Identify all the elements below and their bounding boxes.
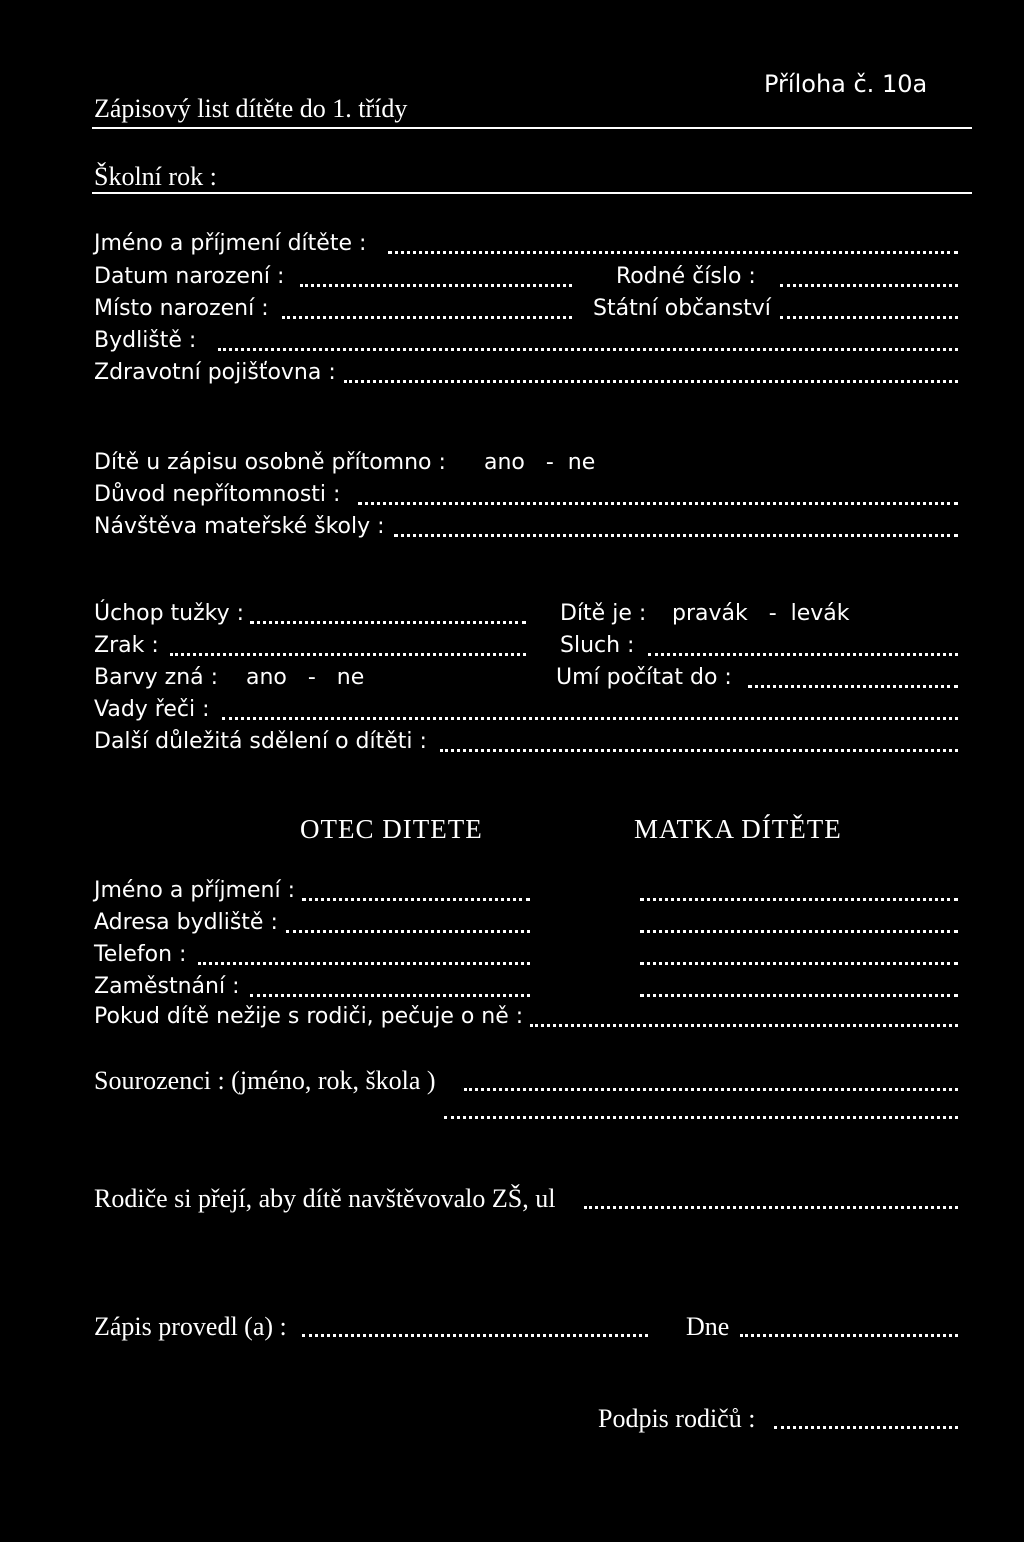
other-info-field[interactable]	[440, 749, 958, 752]
insurance-field[interactable]	[344, 380, 958, 383]
birth-date-field[interactable]	[300, 284, 572, 287]
birth-number-label: Rodné číslo :	[616, 264, 756, 289]
siblings-field-1[interactable]	[464, 1088, 958, 1091]
parent-employment-label: Zaměstnání :	[94, 974, 240, 999]
colors-options[interactable]: ano - ne	[246, 665, 365, 690]
residence-label: Bydliště :	[94, 328, 197, 353]
vision-field[interactable]	[170, 653, 526, 656]
handedness-options[interactable]: pravák - levák	[672, 601, 850, 626]
present-options[interactable]: ano - ne	[484, 450, 596, 475]
citizenship-field[interactable]	[780, 316, 958, 319]
birth-date-label: Datum narození :	[94, 264, 285, 289]
siblings-field-2[interactable]	[444, 1116, 958, 1119]
header-rule	[92, 127, 972, 129]
citizenship-label: Státní občanství	[593, 296, 771, 321]
kindergarten-field[interactable]	[394, 534, 958, 537]
date-field[interactable]	[740, 1334, 958, 1337]
mother-heading: MATKA DÍTĚTE	[634, 814, 842, 844]
school-wish-field[interactable]	[584, 1206, 958, 1209]
recorded-by-label: Zápis provedl (a) :	[94, 1312, 287, 1341]
kindergarten-label: Návštěva mateřské školy :	[94, 514, 385, 539]
child-name-label: Jméno a příjmení dítěte :	[94, 231, 367, 256]
mother-address-field[interactable]	[640, 930, 958, 933]
residence-field[interactable]	[218, 348, 958, 351]
hearing-label: Sluch :	[560, 633, 635, 658]
appendix-label: Příloha č. 10a	[764, 70, 928, 98]
birth-place-label: Místo narození :	[94, 296, 269, 321]
birth-place-field[interactable]	[282, 316, 572, 319]
recorded-by-field[interactable]	[302, 1334, 648, 1337]
school-year-rule	[92, 192, 972, 194]
parent-name-label: Jméno a příjmení :	[94, 878, 295, 903]
father-address-field[interactable]	[286, 930, 530, 933]
counting-field[interactable]	[748, 685, 958, 688]
pencil-grip-label: Úchop tužky :	[94, 601, 245, 626]
parent-address-label: Adresa bydliště :	[94, 910, 278, 935]
father-employment-field[interactable]	[250, 994, 530, 997]
father-phone-field[interactable]	[198, 962, 530, 965]
form-title: Zápisový list dítěte do 1. třídy	[94, 94, 408, 123]
parent-phone-label: Telefon :	[94, 942, 187, 967]
speech-field[interactable]	[222, 717, 958, 720]
pencil-grip-field[interactable]	[250, 621, 526, 624]
handedness-label: Dítě je :	[560, 601, 647, 626]
father-heading: OTEC DITETE	[300, 814, 483, 844]
colors-label: Barvy zná :	[94, 665, 219, 690]
father-name-field[interactable]	[302, 898, 530, 901]
insurance-label: Zdravotní pojišťovna :	[94, 360, 336, 385]
counting-label: Umí počítat do :	[556, 665, 732, 690]
mother-name-field[interactable]	[640, 898, 958, 901]
child-name-field[interactable]	[388, 251, 958, 254]
parents-signature-field[interactable]	[774, 1426, 958, 1429]
absence-reason-label: Důvod nepřítomnosti :	[94, 482, 341, 507]
guardian-label: Pokud dítě nežije s rodiči, pečuje o ně :	[94, 1004, 524, 1029]
school-wish-label: Rodiče si přejí, aby dítě navštěvovalo ZŠ, ul	[94, 1184, 556, 1213]
other-info-label: Další důležitá sdělení o dítěti :	[94, 729, 427, 754]
date-label: Dne	[686, 1312, 730, 1341]
birth-number-field[interactable]	[780, 284, 958, 287]
siblings-label: Sourozenci : (jméno, rok, škola )	[94, 1066, 436, 1095]
parents-signature-label: Podpis rodičů :	[598, 1404, 756, 1433]
present-label: Dítě u zápisu osobně přítomno :	[94, 450, 446, 475]
vision-label: Zrak :	[94, 633, 159, 658]
school-year-label: Školní rok :	[94, 162, 217, 191]
hearing-field[interactable]	[648, 653, 958, 656]
guardian-field[interactable]	[530, 1024, 958, 1027]
absence-reason-field[interactable]	[358, 502, 958, 505]
mother-employment-field[interactable]	[640, 994, 958, 997]
mother-phone-field[interactable]	[640, 962, 958, 965]
speech-label: Vady řeči :	[94, 697, 210, 722]
